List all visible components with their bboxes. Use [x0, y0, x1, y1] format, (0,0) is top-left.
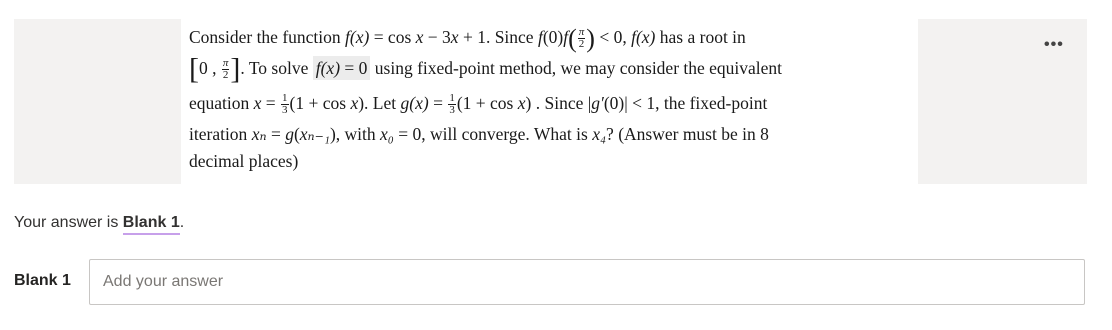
fraction: $\frac{\pi}{2}$ — [578, 26, 585, 51]
question-line-5: decimal places) — [189, 151, 299, 171]
question-line-2: [0 , $\frac{\pi}{2}$ ]. To solve f(x) = 0 using fixed-point method, we may consider the equivalent — [189, 52, 783, 86]
question-text — [189, 23, 915, 174]
fraction: $\frac{\pi}{2}$ — [222, 57, 229, 82]
question-line-3: equation x = $\frac{1}{3}$ (1 + cos x). Let g(x) = $\frac{1}{3}$ (1 + cos x) . Since |g′(0)| < 1, the fixed-point — [189, 91, 768, 116]
question-line-1: Consider the function f(x) = cos x − 3x + 1. Since f(0)f( $\frac{\pi}{2}$ ) < 0, f(x) has a root in — [189, 23, 746, 53]
highlighted-equation: f(x) = 0 — [313, 56, 371, 80]
question-line-4: iteration xₙ = g(xₙ₋₁), with x₀ = 0, will converge. What is x₄? (Answer must be in 8 — [189, 124, 769, 144]
blank-label: Blank 1 — [14, 272, 71, 289]
fraction: $\frac{1}{3}$ — [449, 91, 455, 116]
fraction: $\frac{1}{3}$ — [282, 91, 288, 116]
answer-input[interactable] — [89, 259, 1085, 305]
more-options-button[interactable]: ••• — [1044, 36, 1064, 53]
blank-reference-link[interactable]: Blank 1 — [123, 214, 180, 235]
answer-summary: Your answer is Blank 1. — [14, 214, 184, 232]
